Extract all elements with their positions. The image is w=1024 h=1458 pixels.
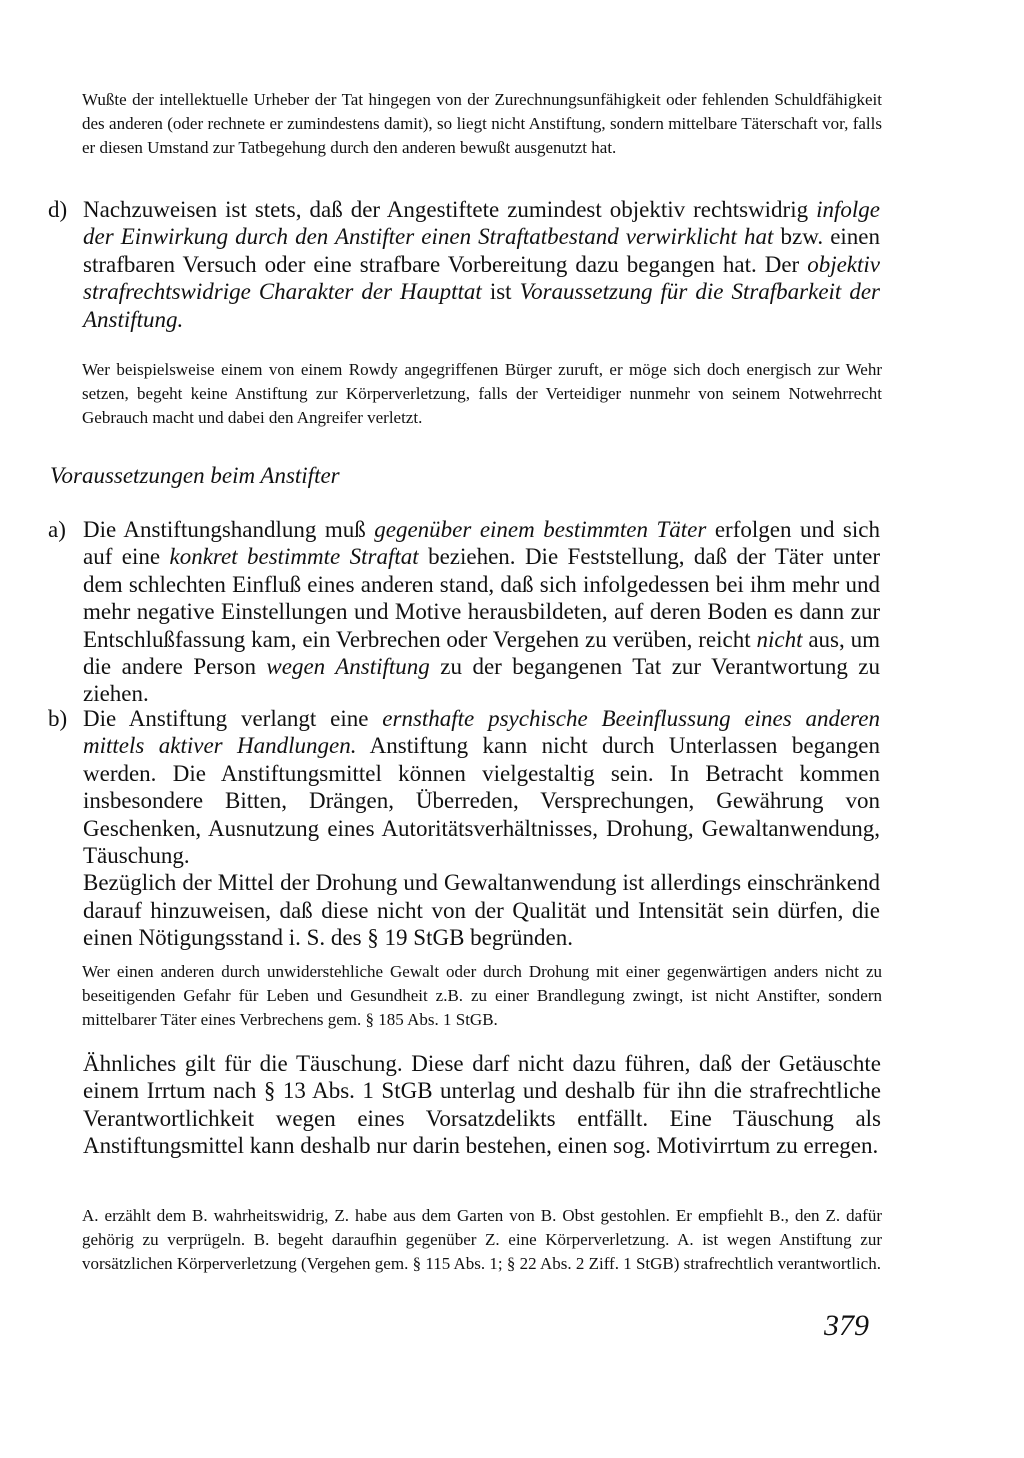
page-number: 379 [824,1309,869,1342]
example-rowdy: Wer beispielsweise einem von einem Rowdy angegriffenen Bürger zuruft, er möge sich doch energisch zur Wehr setzen, begeht keine Anstiftung zur Körperverletzung, falls der Verteidiger nunmehr von seinem Notwehrrecht Gebrauch macht und dabei den Angreifer verletzt. [82,360,882,427]
list-marker-d: d) [48,197,68,222]
item-a-text-5: zu der begangenen Tat zur Verantwortung zu ziehen. [83,654,881,707]
item-a-text-2: erfolgen und sich auf eine [83,517,880,570]
item-d-emphasis-2: objektiv strafrechtswidrige Charakter der Haupttat [83,251,880,305]
item-d-text-3: ist [481,279,520,305]
item-a-emphasis-3: nicht [756,626,803,652]
item-b-paragraph-2: Bezüglich der Mittel der Drohung und Gewaltanwendung ist allerdings einschränkend darauf hinzuweisen, daß diese nicht von der Qualität und Intensität sein dürfen, die einen Nötigungsstand i. S. des § 19 StGB begründen. [83,870,880,951]
intro-note: Wußte der intellektuelle Urheber der Tat hingegen von der Zurechnungsunfähigkeit oder fehlenden Schuldfähigkeit des anderen (oder rechnete er zumindestens damit), so liegt nicht Anstiftung, sondern mittelbare Täterschaft vor, falls er diesen Umstand zur Tatbegehung durch den anderen bewußt ausgenutzt hat. [82,90,882,157]
paragraph-taeuschung: Ähnliches gilt für die Täuschung. Diese darf nicht dazu führen, daß der Getäuschte einem Irrtum nach § 13 Abs. 1 StGB unterlag und deshalb für ihn die strafrechtliche Verantwortlichkeit wegen eines Vorsatzdelikts entfällt. Eine Täuschung als Anstiftungsmittel kann deshalb nur darin bestehen, einen sog. Motivirrtum zu erregen. [83,1051,881,1159]
list-item-b [48,705,880,952]
item-a-text-3: beziehen. Die Feststellung, daß der Täter unter dem schlechten Einfluß eines anderen stand, daß sich infolgedessen bei ihm mehr und mehr negative Einstellungen und Motive herausbildeten, auf deren Boden es dann zur Entschlußfassung kam, ein Verbrechen oder Vergehen zu verüben, reicht [83,544,880,652]
item-a-text-1: Die Anstiftungshandlung muß [83,517,375,542]
item-d-emphasis-3: Voraussetzung für die Strafbarkeit der Anstiftung. [83,279,880,332]
list-item-d [48,196,880,333]
item-d-emphasis-1: infolge der Einwirkung durch den Anstifter einen Straftatbestand verwirklicht hat [83,197,880,250]
list-marker-a: a) [48,517,66,542]
item-a-emphasis-4: wegen Anstiftung [266,654,430,680]
example-obst: A. erzählt dem B. wahrheitswidrig, Z. habe aus dem Garten von B. Obst gestohlen. Er empfiehlt B., den Z. dafür gehörig zu verprügeln. B. begeht daraufhin gegenüber Z. eine Körperverletzung. A. ist wegen Anstiftung zur vorsätzlichen Körperverletzung (Vergehen gem. § 115 Abs. 1; § 22 Abs. 2 Ziff. 1 StGB) strafrechtlich verantwortlich. [82,1206,882,1273]
list-marker-b: b) [48,706,68,731]
item-b-paragraph-1 [83,705,880,869]
item-a-emphasis-1: gegenüber einem bestimmten Täter [374,517,707,542]
section-heading: Voraussetzungen beim Anstifter [50,463,340,488]
list-item-a [48,516,880,708]
list-item-b-text [83,705,880,952]
list-item-d-text [83,196,880,333]
item-a-text-4: aus, um die andere Person [83,626,880,680]
item-b-text-1: Die Anstiftung verlangt eine [83,706,383,731]
item-b-emphasis-1: ernsthafte psychische Beeinflussung eines anderen mittels aktiver Handlungen. [83,706,880,759]
item-a-emphasis-2: konkret bestimmte Straftat [169,544,419,570]
item-b-text-2: Anstiftung kann nicht durch Unterlassen begangen werden. Die Anstiftungsmittel können vielgestaltig sein. In Betracht kommen insbesondere Bitten, Drängen, Überreden, Versprechungen, Gewährung von Geschenken, Ausnutzung eines Autoritätsverhältnisses, Drohung, Gewaltanwendung, Täuschung. [83,733,880,869]
item-d-text-2: bzw. einen strafbaren Versuch oder eine strafbare Vorbereitung dazu begangen hat. Der [83,224,881,277]
item-d-text-1: Nachzuweisen ist stets, daß der Angestiftete zumindest objektiv rechtswidrig [83,197,817,222]
list-item-a-text [83,516,880,708]
example-gewalt: Wer einen anderen durch unwiderstehliche Gewalt oder durch Drohung mit einer gegenwärtigen anders nicht zu beseitigenden Gefahr für Leben und Gesundheit z.B. zu einer Brandlegung zwingt, ist nicht Anstifter, sondern mittelbarer Täter eines Verbrechens gem. § 185 Abs. 1 StGB. [82,962,882,1029]
